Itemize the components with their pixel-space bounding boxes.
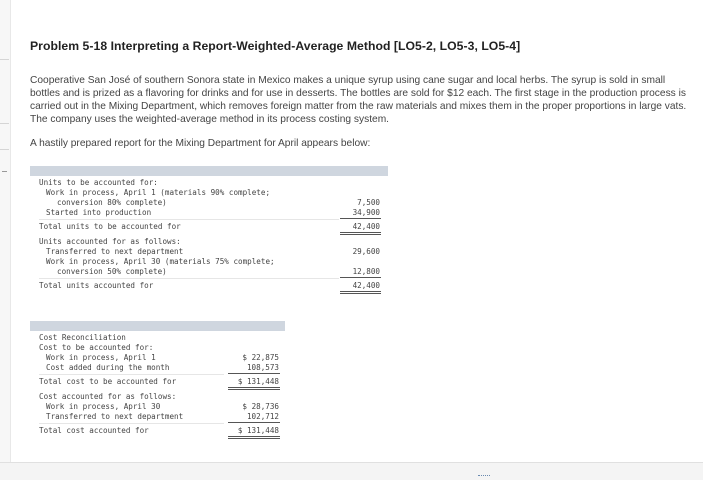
subtotal-rule — [228, 422, 280, 423]
sidebar-divider — [0, 123, 9, 124]
table-header-bar — [30, 166, 388, 176]
wip-begin-label: Work in process, April 1 (materials 90% complete; — [46, 188, 271, 197]
total-double-rule — [228, 387, 280, 390]
collapse-handle-icon[interactable] — [2, 171, 7, 175]
subtotal-rule — [340, 277, 381, 278]
cost-wip-end-label: Work in process, April 30 — [46, 402, 161, 411]
cost-transferred-value: 102,712 — [246, 412, 279, 421]
bottom-toolbar — [0, 462, 703, 480]
row-separator — [39, 423, 224, 424]
problem-title: Problem 5-18 Interpreting a Report-Weighted-Average Method [LO5-2, LO5-3, LO5-4] — [30, 39, 521, 53]
toolbar-indicator-icon[interactable] — [478, 475, 490, 478]
cost-accounted-heading: Cost accounted for as follows: — [39, 392, 177, 401]
wip-end-label-cont: conversion 50% complete) — [57, 267, 167, 276]
total-cost-to-account-value: $ 131,448 — [237, 377, 279, 386]
cost-added-value: 108,573 — [246, 363, 279, 372]
total-double-rule — [228, 436, 280, 439]
wip-end-value: 12,800 — [352, 267, 380, 276]
total-double-rule — [340, 232, 381, 235]
report-intro: A hastily prepared report for the Mixing Department for April appears below: — [30, 138, 371, 149]
subtotal-rule — [340, 218, 381, 219]
cost-reconciliation-heading: Cost Reconciliation — [39, 333, 126, 342]
sidebar-divider — [0, 149, 9, 150]
total-cost-accounted-label: Total cost accounted for — [39, 426, 149, 435]
total-units-to-account-label: Total units to be accounted for — [39, 222, 181, 231]
problem-description: Cooperative San José of southern Sonora state in Mexico makes a unique syrup using cane sugar and local herbs. The syrup is sold in small bottles and is prized as a flavoring for drinks and for use in desserts. The bottles are sold for $12 each. The first stage in the production process is carried out in the Mixing Department, which removes foreign matter from the raw materials and mixes them in the proper proportions in large vats. The company uses the weighted-average method in its process costing system. — [30, 75, 687, 125]
table-header-bar — [30, 321, 285, 331]
cost-wip-begin-value: $ 22,875 — [242, 353, 279, 362]
total-cost-accounted-value: $ 131,448 — [237, 426, 279, 435]
row-separator — [39, 219, 339, 220]
total-cost-to-account-label: Total cost to be accounted for — [39, 377, 177, 386]
started-value: 34,900 — [352, 208, 380, 217]
cost-to-account-heading: Cost to be accounted for: — [39, 343, 154, 352]
units-accounted-heading: Units accounted for as follows: — [39, 237, 181, 246]
transferred-value: 29,600 — [352, 247, 380, 256]
subtotal-rule — [228, 373, 280, 374]
cost-wip-begin-label: Work in process, April 1 — [46, 353, 156, 362]
sidebar-divider — [0, 59, 9, 60]
total-double-rule — [340, 291, 381, 294]
units-to-account-heading: Units to be accounted for: — [39, 178, 158, 187]
cost-wip-end-value: $ 28,736 — [242, 402, 279, 411]
units-report-table — [30, 166, 388, 294]
cost-transferred-label: Transferred to next department — [46, 412, 184, 421]
wip-begin-value: 7,500 — [357, 198, 380, 207]
row-separator — [39, 278, 339, 279]
transferred-label: Transferred to next department — [46, 247, 184, 256]
row-separator — [39, 374, 224, 375]
total-units-accounted-label: Total units accounted for — [39, 281, 154, 290]
wip-begin-label-cont: conversion 80% complete) — [57, 198, 167, 207]
total-units-to-account-value: 42,400 — [352, 222, 380, 231]
cost-reconciliation-table — [30, 321, 285, 442]
started-label: Started into production — [46, 208, 152, 217]
cost-added-label: Cost added during the month — [46, 363, 170, 372]
wip-end-label: Work in process, April 30 (materials 75% complete; — [46, 257, 275, 266]
total-units-accounted-value: 42,400 — [352, 281, 380, 290]
